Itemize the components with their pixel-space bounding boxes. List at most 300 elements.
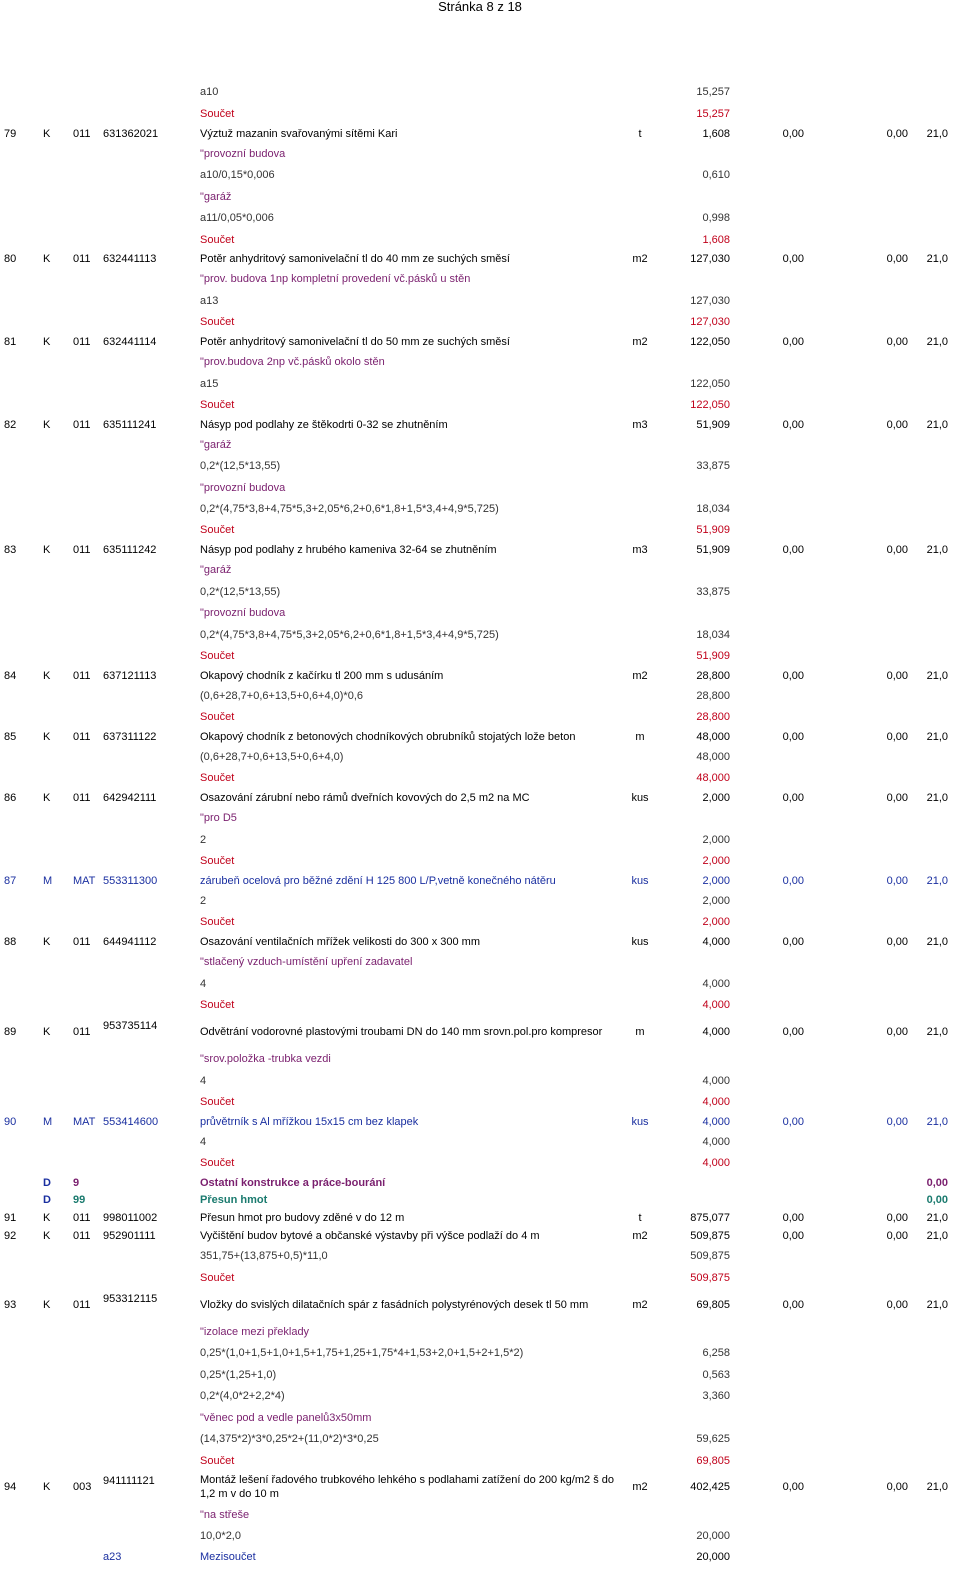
unit: m3 [632, 544, 648, 556]
item-description: Součet [200, 524, 235, 536]
row-type: K [43, 128, 51, 140]
note-row [0, 354, 960, 370]
quantity: 48,000 [696, 731, 730, 743]
material-row [0, 873, 960, 889]
row-type: K [43, 792, 51, 804]
item-description: Součet [200, 999, 235, 1011]
row-number: 82 [4, 419, 17, 431]
section-row [0, 1175, 960, 1191]
item-row [0, 934, 960, 950]
total-price: 0,00 [886, 1116, 908, 1128]
item-row [0, 542, 960, 558]
calc-value: 509,875 [690, 1250, 730, 1262]
item-row [0, 729, 960, 745]
sum-row [0, 397, 960, 413]
row-group: 011 [73, 1212, 91, 1224]
subtotal-row [0, 1549, 960, 1565]
total-price: 0,00 [886, 253, 908, 265]
calc-row [0, 1073, 960, 1089]
note-row [0, 146, 960, 162]
item-row [0, 251, 960, 267]
quantity: 4,000 [702, 936, 730, 948]
calc-value: 18,034 [696, 503, 730, 515]
unit: t [638, 128, 642, 140]
item-description: a13 [200, 295, 219, 307]
calc-value: 33,875 [696, 460, 730, 472]
row-type: K [43, 670, 51, 682]
calc-value: 4,000 [702, 1096, 730, 1108]
calc-value: 122,050 [690, 378, 730, 390]
row-group: 011 [73, 336, 91, 348]
calc-row [0, 1388, 960, 1404]
calc-row [0, 976, 960, 992]
row-group: 011 [73, 670, 91, 682]
calc-value: 4,000 [702, 978, 730, 990]
item-description: a10/0,15*0,006 [200, 169, 275, 181]
item-description: Odvětrání vodorovné plastovými troubami DN do 140 mm srovn.pol.pro kompresor [200, 1026, 603, 1038]
item-description: 10,0*2,0 [200, 1530, 241, 1542]
vat-rate: 21,0 [926, 1026, 948, 1038]
unit-price: 0,00 [782, 419, 804, 431]
calc-value: 20,000 [696, 1551, 730, 1563]
calc-value: 15,257 [696, 108, 730, 120]
item-description: Součet [200, 399, 235, 411]
item-row [0, 334, 960, 350]
row-number: 79 [4, 128, 17, 140]
calc-value: 1,608 [702, 234, 730, 246]
item-description: Násyp pod podlahy z hrubého kameniva 32-64 se zhutněním [200, 544, 497, 556]
calc-row [0, 167, 960, 183]
item-code: 635111242 [103, 544, 157, 556]
sum-row [0, 709, 960, 725]
unit-price: 0,00 [782, 1481, 804, 1493]
item-code: 632441114 [103, 336, 157, 348]
row-group: 9 [73, 1177, 80, 1189]
calc-row [0, 1431, 960, 1447]
unit: m2 [632, 1481, 648, 1493]
calc-value: 2,000 [702, 916, 730, 928]
calc-value: 51,909 [696, 524, 730, 536]
row-group: 011 [73, 1230, 91, 1242]
row-type: K [43, 253, 51, 265]
item-description: 0,2*(4,75*3,8+4,75*5,3+2,05*6,2+0,6*1,8+1,5*3,4+4,9*5,725) [200, 629, 499, 641]
calc-row [0, 1367, 960, 1383]
item-description: "věnec pod a vedle panelů3x50mm [200, 1412, 372, 1424]
sum-row [0, 314, 960, 330]
calc-value: 6,258 [702, 1347, 730, 1359]
row-group: 011 [73, 419, 91, 431]
total-price: 0,00 [886, 1212, 908, 1224]
item-description: (0,6+28,7+0,6+13,5+0,6+4,0)*0,6 [200, 690, 364, 702]
item-code: 631362021 [103, 128, 159, 140]
unit-price: 0,00 [782, 875, 804, 887]
calc-value: 48,000 [696, 772, 730, 784]
item-description: Součet [200, 772, 235, 784]
item-row [0, 1228, 960, 1244]
unit-price: 0,00 [782, 128, 804, 140]
item-description: Ostatní konstrukce a práce-bourání [200, 1177, 386, 1189]
item-description: "stlačený vzduch-umístění upření zadavatel [200, 956, 413, 968]
sum-row [0, 770, 960, 786]
calc-row [0, 627, 960, 643]
row-number: 86 [4, 792, 17, 804]
calc-row [0, 458, 960, 474]
calc-value: 28,800 [696, 711, 730, 723]
item-code: a23 [103, 1551, 122, 1563]
vat-rate: 0,00 [926, 1194, 948, 1206]
row-group: MAT [73, 1116, 96, 1128]
item-description: 0,25*(1,0+1,5+1,0+1,5+1,75+1,25+1,75*4+1,53+2,0+1,5+2+1,5*2) [200, 1347, 524, 1359]
item-row [0, 668, 960, 684]
calc-row [0, 584, 960, 600]
total-price: 0,00 [886, 731, 908, 743]
item-description: Osazování zárubní nebo rámů dveřních kovových do 2,5 m2 na MC [200, 792, 530, 804]
quantity: 1,608 [702, 128, 730, 140]
item-description: 0,2*(4,0*2+2,2*4) [200, 1390, 285, 1402]
total-price: 0,00 [886, 128, 908, 140]
calc-value: 0,563 [702, 1369, 730, 1381]
calc-value: 28,800 [696, 690, 730, 702]
item-description: Výztuž mazanin svařovanými sítěmi Kari [200, 128, 398, 140]
item-description: "pro D5 [200, 812, 237, 824]
item-description: Součet [200, 1272, 235, 1284]
item-description: 4 [200, 1136, 207, 1148]
item-row [0, 1210, 960, 1226]
section-row [0, 1192, 960, 1208]
unit: m [635, 731, 645, 743]
material-row [0, 1114, 960, 1130]
unit-price: 0,00 [782, 336, 804, 348]
note-row [0, 1410, 960, 1426]
note-row [0, 1324, 960, 1340]
item-description: 4 [200, 978, 207, 990]
item-description: a11/0,05*0,006 [200, 212, 274, 224]
item-description: (14,375*2)*3*0,25*2+(11,0*2)*3*0,25 [200, 1433, 379, 1445]
item-description: "srov.položka -trubka vezdi [200, 1053, 331, 1065]
note-row [0, 954, 960, 970]
calc-row [0, 210, 960, 226]
vat-rate: 21,0 [926, 419, 948, 431]
row-type: K [43, 336, 51, 348]
note-row [0, 810, 960, 826]
vat-rate: 21,0 [926, 544, 948, 556]
sum-row [0, 1094, 960, 1110]
unit-price: 0,00 [782, 1026, 804, 1038]
row-number: 88 [4, 936, 17, 948]
item-description: Mezisoučet [200, 1551, 256, 1563]
row-type: K [43, 1481, 51, 1493]
calc-value: 3,360 [702, 1390, 730, 1402]
row-type: K [43, 1299, 51, 1311]
unit: m2 [632, 670, 648, 682]
quantity: 127,030 [690, 253, 730, 265]
row-group: 011 [73, 253, 91, 265]
item-code: 553311300 [103, 875, 158, 887]
vat-rate: 21,0 [926, 1299, 948, 1311]
unit: t [638, 1212, 642, 1224]
quantity: 28,800 [696, 670, 730, 682]
item-description: a15 [200, 378, 219, 390]
row-number: 85 [4, 731, 17, 743]
total-price: 0,00 [886, 419, 908, 431]
item-description: Součet [200, 1157, 235, 1169]
vat-rate: 21,0 [926, 936, 948, 948]
item-row [0, 417, 960, 433]
item-description: Potěr anhydritový samonivelační tl do 50 mm ze suchých směsí [200, 336, 510, 348]
unit: m2 [632, 1230, 648, 1242]
vat-rate: 21,0 [926, 1230, 948, 1242]
sum-row [0, 997, 960, 1013]
row-type: M [43, 875, 53, 887]
total-price: 0,00 [886, 670, 908, 682]
unit: m2 [632, 336, 648, 348]
sum-row [0, 914, 960, 930]
calc-row [0, 832, 960, 848]
unit-price: 0,00 [782, 1116, 804, 1128]
row-type: M [43, 1116, 53, 1128]
item-description: 0,2*(12,5*13,55) [200, 460, 281, 472]
item-code: 952901111 [103, 1230, 156, 1242]
item-code: 632441113 [103, 253, 157, 265]
item-description: "na střeše [200, 1509, 250, 1521]
vat-rate: 21,0 [926, 1116, 948, 1128]
calc-value: 2,000 [702, 895, 730, 907]
note-row [0, 1507, 960, 1523]
row-number: 87 [4, 875, 17, 887]
calc-value: 122,050 [690, 399, 730, 411]
total-price: 0,00 [886, 792, 908, 804]
calc-row [0, 1345, 960, 1361]
total-price: 0,00 [886, 1026, 908, 1038]
row-type: K [43, 1230, 51, 1242]
item-description: Součet [200, 1455, 235, 1467]
sum-row [0, 1453, 960, 1469]
unit: kus [631, 875, 649, 887]
calc-value: 33,875 [696, 586, 730, 598]
item-description: (0,6+28,7+0,6+13,5+0,6+4,0) [200, 751, 344, 763]
quantity: 122,050 [690, 336, 730, 348]
calc-value: 48,000 [696, 751, 730, 763]
row-group: 011 [73, 936, 91, 948]
unit-price: 0,00 [782, 253, 804, 265]
total-price: 0,00 [886, 1230, 908, 1242]
note-row [0, 271, 960, 287]
row-number: 84 [4, 670, 17, 682]
quantity: 4,000 [702, 1116, 730, 1128]
note-row [0, 480, 960, 496]
item-description: "provozní budova [200, 482, 286, 494]
unit: kus [631, 792, 649, 804]
item-description: 0,25*(1,25+1,0) [200, 1369, 277, 1381]
calc-value: 2,000 [702, 834, 730, 846]
calc-row [0, 749, 960, 765]
calc-value: 127,030 [690, 316, 730, 328]
item-code: 642942111 [103, 792, 157, 804]
unit-price: 0,00 [782, 792, 804, 804]
unit-price: 0,00 [782, 1212, 804, 1224]
row-group: 011 [73, 128, 91, 140]
calc-row [0, 1528, 960, 1544]
item-description: Součet [200, 1096, 235, 1108]
quantity: 51,909 [696, 544, 730, 556]
row-number: 81 [4, 336, 17, 348]
item-description: 0,2*(4,75*3,8+4,75*5,3+2,05*6,2+0,6*1,8+1,5*3,4+4,9*5,725) [200, 503, 499, 515]
calc-value: 18,034 [696, 629, 730, 641]
unit: m2 [632, 253, 648, 265]
calc-row [0, 893, 960, 909]
item-description: Vyčištění budov bytové a občanské výstavby při výšce podlaží do 4 m [200, 1230, 540, 1242]
row-number: 92 [4, 1230, 17, 1242]
item-code: 553414600 [103, 1116, 159, 1128]
note-row [0, 562, 960, 578]
vat-rate: 21,0 [926, 731, 948, 743]
item-description: Potěr anhydritový samonivelační tl do 40 mm ze suchých směsí [200, 253, 510, 265]
item-description: Součet [200, 234, 235, 246]
item-description: průvětrník s Al mřížkou 15x15 cm bez klapek [200, 1116, 419, 1128]
vat-rate: 21,0 [926, 128, 948, 140]
calc-value: 4,000 [702, 999, 730, 1011]
unit: kus [631, 936, 649, 948]
calc-value: 59,625 [696, 1433, 730, 1445]
row-group: 011 [73, 792, 91, 804]
unit-price: 0,00 [782, 731, 804, 743]
item-row [0, 1293, 960, 1313]
vat-rate: 21,0 [926, 253, 948, 265]
row-group: 011 [73, 731, 91, 743]
item-description: "izolace mezi překlady [200, 1326, 310, 1338]
vat-rate: 21,0 [926, 336, 948, 348]
calc-value: 4,000 [702, 1157, 730, 1169]
item-description: 2 [200, 895, 207, 907]
item-code: 637121113 [103, 670, 157, 682]
row-group: 011 [73, 1026, 91, 1038]
calc-value: 0,998 [702, 212, 730, 224]
calc-row [0, 1248, 960, 1264]
quantity: 2,000 [702, 875, 730, 887]
page-label: Stránka 8 z 18 [438, 0, 522, 14]
sum-row [0, 232, 960, 248]
sum-row [0, 853, 960, 869]
vat-rate: 21,0 [926, 670, 948, 682]
quantity: 402,425 [690, 1481, 730, 1493]
row-group: MAT [73, 875, 96, 887]
sum-row [0, 106, 960, 122]
row-number: 94 [4, 1481, 17, 1493]
item-row [0, 1020, 960, 1040]
item-description: Vložky do svislých dilatačních spár z fasádních polystyrénových desek tl 50 mm [200, 1299, 589, 1311]
calc-row [0, 376, 960, 392]
calc-value: 0,610 [702, 169, 730, 181]
row-number: 80 [4, 253, 17, 265]
item-description: 4 [200, 1075, 207, 1087]
total-price: 0,00 [886, 336, 908, 348]
vat-rate: 21,0 [926, 875, 948, 887]
calc-row [0, 501, 960, 517]
row-type: K [43, 1026, 51, 1038]
item-description: zárubeň ocelová pro běžné zdění H 125 800 L/P,vetně konečného nátěru [200, 875, 556, 887]
calc-value: 2,000 [702, 855, 730, 867]
item-description: "provozní budova [200, 148, 286, 160]
item-description: "garáž [200, 439, 232, 451]
item-description: Součet [200, 108, 235, 120]
note-row [0, 437, 960, 453]
total-price: 0,00 [886, 936, 908, 948]
note-row [0, 189, 960, 205]
quantity: 4,000 [702, 1026, 730, 1038]
unit-price: 0,00 [782, 1230, 804, 1242]
row-type: K [43, 1212, 51, 1224]
total-price: 0,00 [886, 875, 908, 887]
item-description: Součet [200, 916, 235, 928]
total-price: 0,00 [886, 544, 908, 556]
item-code: 635111241 [103, 419, 157, 431]
calc-row [0, 688, 960, 704]
calc-value: 509,875 [690, 1272, 730, 1284]
item-code: 644941112 [103, 936, 157, 948]
row-type: D [43, 1177, 51, 1189]
row-number: 91 [4, 1212, 17, 1224]
item-code: 941111121 [103, 1475, 155, 1487]
row-group: 003 [73, 1481, 92, 1493]
row-type: D [43, 1194, 51, 1206]
vat-rate: 21,0 [926, 792, 948, 804]
unit-price: 0,00 [782, 936, 804, 948]
row-group: 011 [73, 544, 91, 556]
item-description: Osazování ventilačních mřížek velikosti do 300 x 300 mm [200, 936, 481, 948]
calc-value: 15,257 [696, 86, 730, 98]
item-code: 953312115 [103, 1293, 158, 1305]
note-row [0, 605, 960, 621]
row-group: 99 [73, 1194, 86, 1206]
vat-rate: 21,0 [926, 1212, 948, 1224]
row-type: K [43, 544, 51, 556]
calc-row [0, 293, 960, 309]
row-number: 83 [4, 544, 17, 556]
item-description: Okapový chodník z kačírku tl 200 mm s udusáním [200, 670, 444, 682]
item-description: Součet [200, 650, 235, 662]
item-description: Okapový chodník z betonových chodníkových obrubníků stojatých lože beton [200, 731, 576, 743]
total-price: 0,00 [886, 1481, 908, 1493]
calc-value: 69,805 [696, 1455, 730, 1467]
item-description: 2 [200, 834, 207, 846]
quantity: 509,875 [690, 1230, 730, 1242]
item-description: "garáž [200, 191, 232, 203]
row-number: 89 [4, 1026, 17, 1038]
total-price: 0,00 [886, 1299, 908, 1311]
unit-price: 0,00 [782, 1299, 804, 1311]
calc-value: 51,909 [696, 650, 730, 662]
vat-rate: 21,0 [926, 1481, 948, 1493]
unit-price: 0,00 [782, 670, 804, 682]
item-description: 0,2*(12,5*13,55) [200, 586, 281, 598]
item-description: Součet [200, 711, 235, 723]
item-description: "prov. budova 1np kompletní provedení vč.pásků u stěn [200, 273, 471, 285]
item-row [0, 126, 960, 142]
row-group: 011 [73, 1299, 91, 1311]
note-row [0, 1051, 960, 1067]
item-description: Součet [200, 316, 235, 328]
row-number: 93 [4, 1299, 17, 1311]
calc-value: 127,030 [690, 295, 730, 307]
item-description: "provozní budova [200, 607, 286, 619]
unit-price: 0,00 [782, 544, 804, 556]
quantity: 2,000 [702, 792, 730, 804]
item-description: 351,75+(13,875+0,5)*11,0 [200, 1250, 328, 1262]
unit: kus [631, 1116, 649, 1128]
row-type: K [43, 419, 51, 431]
item-code: 953735114 [103, 1020, 158, 1032]
item-description: Montáž lešení řadového trubkového lehkého s podlahami zatížení do 200 kg/m2 š do 1,2 m v do 10 m [200, 1474, 614, 1500]
